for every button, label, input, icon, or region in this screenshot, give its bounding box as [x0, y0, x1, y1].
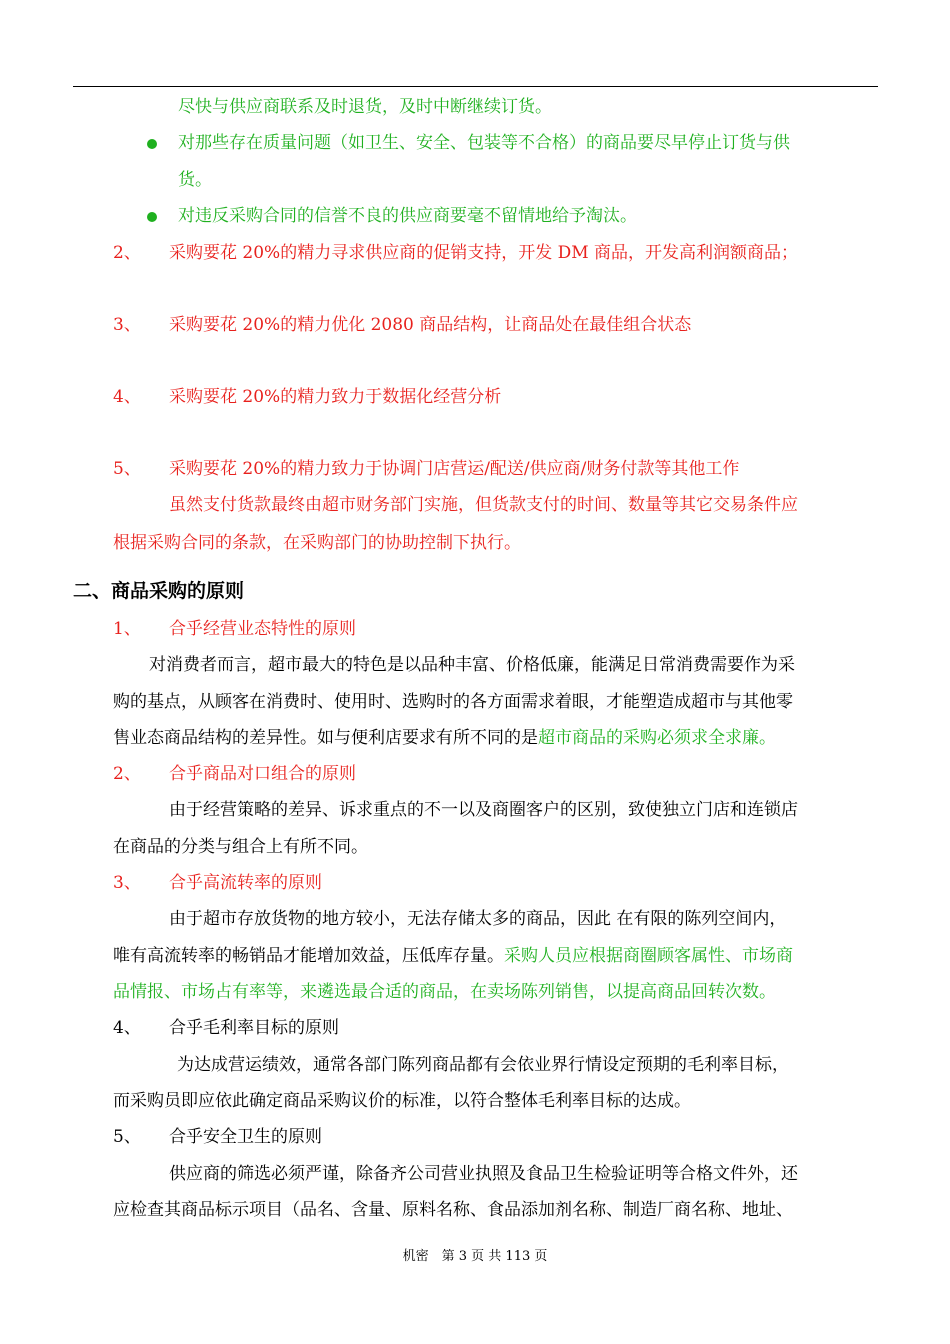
text-line: 由于超市存放货物的地方较小，无法存储太多的商品，因此 在有限的陈列空间内，: [169, 909, 787, 929]
text-line: 对违反采购合同的信誉不良的供应商要毫不留情地给予淘汰。: [178, 206, 637, 226]
principle-number: 2、: [113, 764, 141, 784]
task-text: 采购要花 20%的精力致力于协调门店营运/配送/供应商/财务付款等其他工作: [169, 459, 740, 479]
header-rule: [73, 86, 878, 87]
text-line: 而采购员即应依此确定商品采购议价的标准，以符合整体毛利率目标的达成。: [113, 1091, 691, 1111]
task-number: 3、: [113, 315, 141, 335]
task-number: 2、: [113, 243, 141, 263]
task-number: 4、: [113, 387, 141, 407]
text-line: 购的基点，从顾客在消费时、使用时、选购时的各方面需求着眼，才能塑造成超市与其他零: [113, 692, 793, 712]
text-line: 在商品的分类与组合上有所不同。: [113, 837, 368, 857]
text-segment: 售业态商品结构的差异性。如与便利店要求有所不同的是: [113, 728, 538, 748]
principle-title: 合乎安全卫生的原则: [169, 1127, 322, 1147]
principle-number: 1、: [113, 619, 141, 639]
principle-title: 合乎毛利率目标的原则: [169, 1018, 339, 1038]
text-line: [113, 944, 793, 968]
principle-title: 合乎经营业态特性的原则: [169, 619, 356, 639]
bullet-icon: [147, 212, 157, 222]
task-text: 采购要花 20%的精力优化 2080 商品结构，让商品处在最佳组合状态: [169, 315, 692, 335]
text-line: 货。: [178, 170, 212, 190]
principle-number: 3、: [113, 873, 141, 893]
principle-title: 合乎高流转率的原则: [169, 873, 322, 893]
text-line: 虽然支付货款最终由超市财务部门实施，但货款支付的时间、数量等其它交易条件应: [169, 495, 798, 515]
text-line: 应检查其商品标示项目（品名、含量、原料名称、食品添加剂名称、制造厂商名称、地址、: [113, 1200, 793, 1220]
task-text: 采购要花 20%的精力致力于数据化经营分析: [169, 387, 502, 407]
text-segment: 唯有高流转率的畅销品才能增加效益，压低库存量。: [113, 946, 504, 966]
text-line: 尽快与供应商联系及时退货，及时中断继续订货。: [178, 97, 552, 117]
section-title: 二、商品采购的原则: [73, 580, 245, 602]
text-line: 为达成营运绩效，通常各部门陈列商品都有会依业界行情设定预期的毛利率目标，: [177, 1055, 789, 1075]
text-line: 对消费者而言，超市最大的特色是以品种丰富、价格低廉，能满足日常消费需要作为采: [149, 655, 795, 675]
text-line: 根据采购合同的条款，在采购部门的协助控制下执行。: [113, 533, 521, 553]
task-number: 5、: [113, 459, 141, 479]
principle-number: 5、: [113, 1127, 141, 1147]
principle-number: 4、: [113, 1018, 141, 1038]
text-line: 供应商的筛选必须严谨，除备齐公司营业执照及食品卫生检验证明等合格文件外，还: [169, 1164, 798, 1184]
highlight-segment: 采购人员应根据商圈顾客属性、市场商: [504, 946, 793, 966]
task-text: 采购要花 20%的精力寻求供应商的促销支持，开发 DM 商品，开发高利润额商品；: [169, 243, 799, 263]
text-line: 对那些存在质量问题（如卫生、安全、包装等不合格）的商品要尽早停止订货与供: [178, 133, 790, 153]
text-line: [113, 726, 776, 750]
highlight-line: 品情报、市场占有率等，来遴选最合适的商品，在卖场陈列销售，以提高商品回转次数。: [113, 982, 776, 1002]
principle-title: 合乎商品对口组合的原则: [169, 764, 356, 784]
bullet-icon: [147, 139, 157, 149]
page-footer: 机密 第 3 页 共 113 页: [402, 1249, 548, 1264]
text-line: 由于经营策略的差异、诉求重点的不一以及商圈客户的区别，致使独立门店和连锁店: [169, 800, 798, 820]
highlight-segment: 超市商品的采购必须求全求廉。: [538, 728, 776, 748]
